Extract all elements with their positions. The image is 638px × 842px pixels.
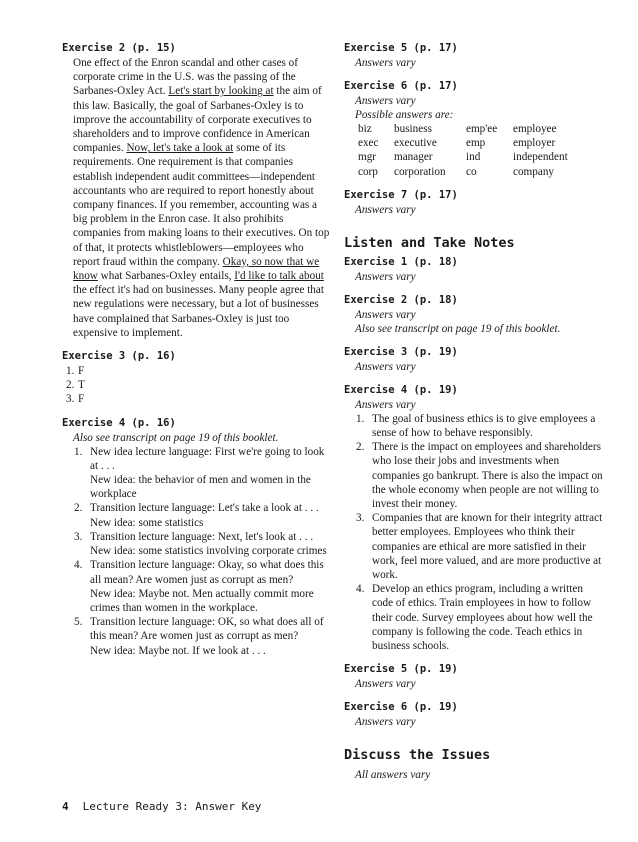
list-item [62, 378, 330, 392]
new-idea: New idea: some statistics [90, 516, 204, 529]
full-word: employee [513, 123, 557, 135]
exercise-answer: Answers vary [355, 95, 416, 107]
exercise-note: Also see transcript on page 19 of this booklet. [73, 431, 279, 444]
exercise-answer: Answers vary [355, 398, 416, 411]
full-word: company [513, 165, 555, 178]
item-text: There is the impact on employees and shareholders who lose their jobs and investments when companies go bankrupt. There is also the impact on the whole economy when people are not willing to invest their money. [372, 441, 603, 511]
full-word: employer [513, 137, 556, 150]
exercise-title: Exercise 3 (p. 19) [344, 345, 458, 358]
full-word: business [394, 123, 432, 135]
listen-exercise-3 [344, 346, 606, 374]
item-number: 4. [74, 559, 83, 572]
item-number: 3. [74, 530, 83, 543]
item-text: Companies that are known for their integrity attract better employees. Employees who think their companies are ethical are more satisfied in their work, feel more valued, and are more productive at work. [372, 512, 603, 582]
abbreviation: biz [358, 123, 372, 135]
list-item [62, 364, 330, 378]
exercise-title: Exercise 7 (p. 17) [344, 188, 458, 201]
lecture-language: Transition lecture language: Okay, so what does this all mean? Are women just as corrupt as men? [90, 559, 324, 586]
underlined-phrase: Okay, so now that we know [73, 255, 320, 283]
exercise-note: Also see transcript on page 19 of this booklet. [355, 322, 561, 335]
listen-exercise-4 [344, 384, 606, 653]
underlined-phrase: I'd like to talk about [234, 270, 324, 283]
exercise-3-p16 [62, 350, 330, 407]
table-row [358, 150, 606, 164]
listen-exercise-2 [344, 294, 606, 336]
transcript-text: what Sarbanes-Oxley entails, [97, 270, 235, 283]
exercise-7-p17 [344, 189, 606, 217]
transcript-text: One effect of the Enron scandal and other cases of corporate crime in the U.S. was the passing of the Sarbanes-Oxley Act. [73, 57, 299, 98]
item-number: 4. [356, 583, 365, 596]
new-idea: New idea: Maybe not. If we look at . . . [90, 644, 266, 657]
transcript-text: the effect it's had on businesses. Many people agree that new regulations were necessary, but a lot of businesses have complained that Sarbanes-Oxley is just too expensive to implement. [73, 284, 324, 339]
transcript-text: some of its requirements. One requirement is that companies establish independent audit committees—independent accountants who are required to report honestly about company finances. If you remember, accounting was a big problem in the Enron case. It also prohibits companies from making loans to their executives. On top of that, it protects whistleblowers—employees who report fraud within the company. [73, 142, 330, 268]
item-text: F [78, 393, 85, 406]
answer-list [62, 364, 330, 407]
item-number: 3. [66, 393, 75, 406]
full-word: independent [513, 151, 568, 164]
new-idea: New idea: Maybe not. Men actually commit more crimes than women in the workplace. [90, 587, 314, 614]
list-item [74, 445, 330, 502]
exercise-title: Exercise 5 (p. 19) [344, 663, 458, 676]
section-heading-discuss: Discuss the Issues [344, 747, 491, 764]
lecture-language: Transition lecture language: Next, let's look at . . . [90, 530, 314, 543]
exercise-6-p17 [344, 80, 606, 179]
exercise-2-transcript [62, 56, 330, 340]
list-item [74, 530, 330, 558]
abbreviation: exec [358, 137, 379, 150]
exercise-title: Exercise 2 (p. 18) [344, 293, 458, 306]
exercise-title: Exercise 5 (p. 17) [344, 42, 458, 54]
item-number: 2. [74, 502, 83, 515]
list-item [74, 501, 330, 529]
left-column [62, 42, 330, 668]
abbreviation: corp [358, 165, 378, 178]
full-word: corporation [394, 165, 446, 178]
item-number: 5. [74, 616, 83, 629]
table-row [358, 122, 606, 136]
lecture-language: Transition lecture language: Let's take a look at . . . [90, 502, 319, 515]
list-item [356, 440, 606, 511]
item-text: Develop an ethics program, including a written code of ethics. Train employees in how to follow their code. Survey employees about how well the company is following the code. Teach ethics in business schools. [372, 583, 593, 653]
answer-list [344, 412, 606, 653]
item-number: 1. [66, 365, 75, 378]
table-row [358, 165, 606, 179]
right-column [344, 42, 606, 782]
list-item [74, 615, 330, 658]
item-text: F [78, 365, 85, 378]
table-row [358, 136, 606, 150]
exercise-5-p17 [344, 42, 606, 70]
exercise-title: Exercise 4 (p. 16) [62, 416, 176, 429]
new-idea: New idea: the behavior of men and women in the workplace [90, 474, 311, 501]
list-item [356, 582, 606, 653]
underlined-phrase: Let's start by looking at [168, 85, 274, 98]
item-number: 2. [66, 379, 75, 392]
exercise-title: Exercise 1 (p. 18) [344, 255, 458, 268]
exercise-answer: Answers vary [355, 270, 416, 283]
discuss-answer: All answers vary [355, 769, 431, 782]
exercise-answer: Answers vary [355, 308, 416, 321]
full-word: manager [394, 151, 433, 164]
exercise-note: Possible answers are: [355, 109, 454, 121]
exercise-answer: Answers vary [355, 716, 416, 729]
footer-title: Lecture Ready 3: Answer Key [82, 800, 262, 813]
abbreviation-table [344, 122, 606, 179]
exercise-title: Exercise 4 (p. 19) [344, 383, 458, 396]
abbreviation: emp [466, 137, 486, 150]
exercise-answer: Answers vary [355, 57, 416, 69]
exercise-title: Exercise 6 (p. 17) [344, 80, 458, 92]
list-item [74, 558, 330, 615]
full-word: executive [394, 137, 437, 150]
item-number: 1. [356, 412, 365, 425]
abbreviation: mgr [358, 151, 377, 164]
exercise-answer: Answers vary [355, 678, 416, 691]
page-footer [62, 800, 261, 813]
exercise-title: Exercise 6 (p. 19) [344, 701, 458, 714]
list-item [62, 392, 330, 406]
underlined-phrase: Now, let's take a look at [126, 142, 234, 155]
listen-exercise-6 [344, 701, 606, 729]
item-text: T [78, 379, 85, 392]
list-item [356, 511, 606, 582]
lecture-language: Transition lecture language: OK, so what does all of this mean? Are women just as corrupt as men? [90, 616, 324, 643]
exercise-title: Exercise 3 (p. 16) [62, 350, 176, 363]
exercise-4-p16 [62, 417, 330, 658]
page-number: 4 [62, 800, 69, 813]
transcript-text: the aim of this law. Basically, the goal of Sarbanes-Oxley is to improve the accountability of corporate executives to shareholders and to improve confidence in American companies. [73, 85, 322, 155]
abbreviation: ind [466, 151, 481, 164]
exercise-title: Exercise 2 (p. 15) [62, 42, 176, 54]
item-text: The goal of business ethics is to give employees a sense of how to behave responsibly. [372, 412, 596, 440]
exercise-answer: Answers vary [355, 360, 416, 373]
exercise-2-p15 [62, 42, 330, 340]
listen-exercise-5 [344, 663, 606, 691]
section-heading-listen: Listen and Take Notes [344, 234, 515, 251]
listen-exercise-1 [344, 256, 606, 284]
new-idea: New idea: some statistics involving corporate crimes [90, 545, 327, 558]
abbreviation: emp'ee [466, 123, 498, 135]
exercise-answer: Answers vary [355, 203, 416, 216]
lecture-language: New idea lecture language: First we're going to look at . . . [90, 445, 325, 472]
item-number: 1. [74, 445, 83, 458]
item-number: 3. [356, 512, 365, 525]
list-item [356, 412, 606, 440]
abbreviation: co [466, 165, 477, 178]
answer-list [62, 445, 330, 658]
item-number: 2. [356, 441, 365, 454]
